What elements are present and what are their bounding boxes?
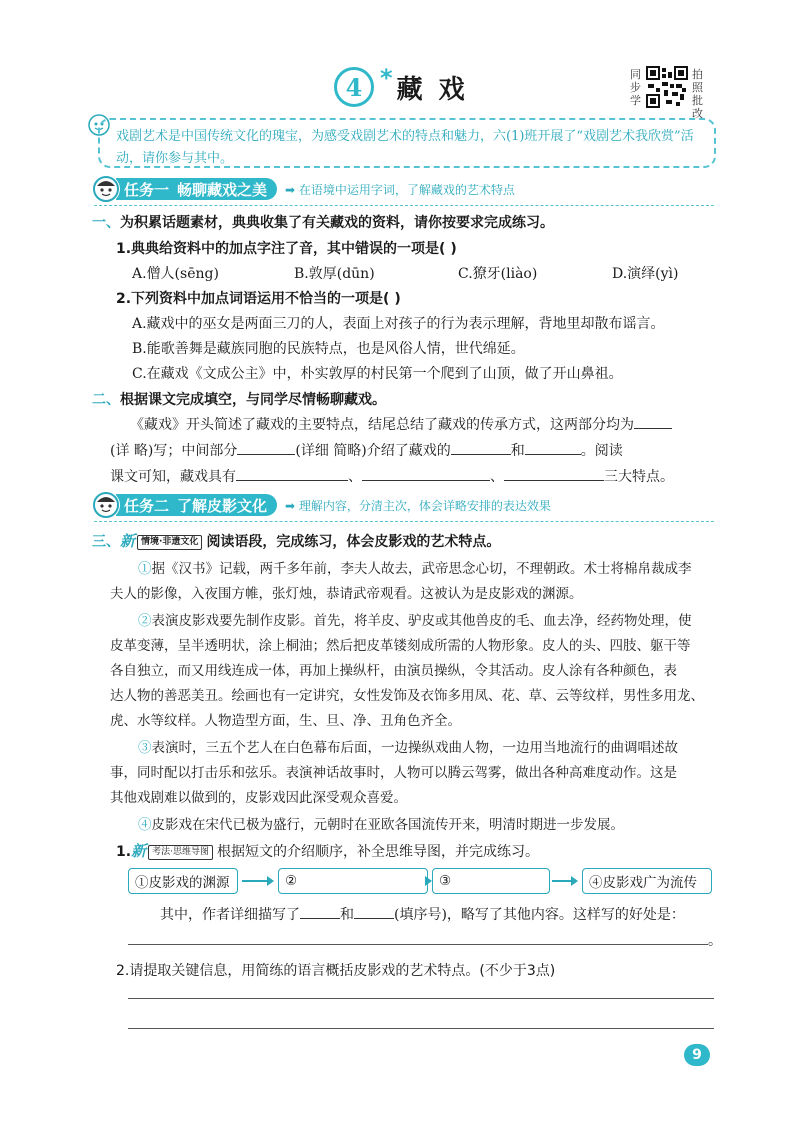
q3-para3-line2: 事，同时配以打击乐和弦乐。表演神话故事时，人物可以腾云驾雾，做出各种高难度动作。这是: [110, 765, 677, 781]
task2-pill: [116, 494, 277, 516]
q3-blank-1[interactable]: [300, 905, 340, 919]
q2-line3-sep-1: 、: [348, 469, 362, 485]
q3-sub1-number: 1.: [116, 844, 132, 860]
q2-line2-text-c: 和: [510, 443, 525, 459]
q3-heading: [92, 530, 500, 551]
task1-name: 畅聊藏戏之美: [177, 180, 268, 199]
mindmap-node-1: ①皮影戏的渊源: [128, 868, 238, 894]
answer-line-2[interactable]: [128, 998, 714, 999]
q2-blank-5[interactable]: [236, 467, 348, 481]
task2-name: 了解皮影文化: [177, 496, 268, 515]
q3-number: 三、: [92, 534, 120, 550]
lesson-number-badge: 4: [334, 67, 374, 107]
q2-blank-4[interactable]: [525, 441, 581, 455]
q2-line2-text-d: 。阅读: [580, 443, 623, 459]
optional-star: *: [380, 64, 393, 92]
q1-sub2-option-c[interactable]: C.在藏戏《文成公主》中，朴实敦厚的村民第一个爬到了山顶，做了开山鼻祖。: [132, 366, 623, 382]
q1-sub2-option-b[interactable]: B.能歌善舞是藏族同胞的民族特点，也是风俗人情，世代绵延。: [132, 341, 525, 357]
answer-line-1[interactable]: [128, 944, 708, 945]
q2-line1: [130, 414, 672, 434]
student-avatar-icon: [92, 491, 120, 519]
mindmap-node-2[interactable]: ②: [278, 868, 428, 894]
q3-para3-line3: 其他戏剧难以做到的，皮影戏因此深受观众喜爱。: [110, 790, 407, 806]
q1-heading: [92, 212, 554, 232]
q2-line2-text-b: (详细 简略)介绍了藏戏的: [295, 443, 451, 459]
q3-para1-line2: 夫人的影像，入夜围方帷，张灯烛，恭请武帝观看。这被认为是皮影戏的渊源。: [110, 586, 583, 602]
qr-code-icon[interactable]: [646, 66, 688, 108]
task2-label: 任务二: [124, 496, 170, 515]
task2-banner: [92, 492, 551, 518]
page-number: 9: [684, 1044, 710, 1066]
q1-option-d[interactable]: D.演绎(yì): [612, 266, 679, 282]
q3-sub1: [116, 840, 539, 861]
para2-text-1: 表演皮影戏要先制作皮影。首先，将羊皮、驴皮或其他兽皮的毛、血去净，经药物处理，使: [151, 613, 692, 629]
task1-pill: [116, 178, 277, 200]
q3-sub1-tag: 考法·思维导图: [148, 845, 213, 860]
q3-sub1-fill-a: 其中，作者详细描写了: [160, 907, 300, 923]
q2-line3-text-a: 课文可知，藏戏具有: [110, 469, 236, 485]
para2-number: ②: [138, 613, 152, 629]
q1-option-c[interactable]: C.獠牙(liào): [458, 266, 538, 282]
para3-number: ③: [138, 740, 152, 756]
q3-sub1-text: 根据短文的介绍顺序，补全思维导图，并完成练习。: [216, 844, 539, 860]
q3-para2-line5: 虎、水等纹样。人物造型方面，生、旦、净、丑角色齐全。: [110, 713, 461, 729]
q3-sub1-fill-b: 和: [340, 907, 354, 923]
q2-blank-2[interactable]: [237, 441, 295, 455]
q3-para1-line1: [138, 557, 692, 577]
q3-para2-line2: 皮革变薄，呈半透明状，涂上桐油；然后把皮革镂刻成所需的人物形象。皮人的头、四肢、躯干等: [110, 638, 691, 654]
task1-label: 任务一: [124, 180, 170, 199]
q3-blank-2[interactable]: [354, 905, 394, 919]
q1-sub2-option-a[interactable]: A.藏戏中的巫女是两面三刀的人，表面上对孩子的行为表示理解，背地里却散布谣言。: [132, 316, 665, 332]
para4-text: 皮影戏在宋代已极为盛行，元朝时在亚欧各国流传开来，明清时期进一步发展。: [151, 817, 624, 833]
q2-text: 根据课文完成填空，与同学尽情畅聊藏戏。: [120, 392, 386, 408]
para1-text-1: 据《汉书》记载，两千多年前，李夫人故去，武帝思念心切，不理朝政。术士将棉帛裁成李: [151, 561, 692, 577]
student-avatar-icon: [92, 175, 120, 203]
lesson-heading: [334, 62, 481, 112]
q1-text: 为积累话题素材，典典收集了有关藏戏的资料，请你按要求完成练习。: [120, 215, 554, 231]
para4-number: ④: [138, 817, 152, 833]
para1-number: ①: [138, 561, 152, 577]
q3-sub2: 2.请提取关键信息，用简练的语言概括皮影戏的艺术特点。(不少于3点): [116, 963, 556, 979]
q2-line3-sep-2: 、: [490, 469, 504, 485]
q2-line3-text-d: 三大特点。: [604, 469, 674, 485]
q3-para4-line1: [138, 813, 624, 833]
q1-option-a[interactable]: A.僧人(sēng): [132, 266, 219, 282]
q2-line2: [110, 440, 623, 460]
q2-heading: [92, 389, 386, 409]
task1-goal: ➡ 在语境中运用字词，了解藏戏的艺术特点: [285, 182, 515, 197]
task1-banner: [92, 176, 515, 202]
task2-goal: ➡ 理解内容，分清主次，体会详略安排的表达效果: [285, 498, 551, 513]
qr-label-left: 同步学: [630, 68, 641, 107]
para3-text-1: 表演时，三五个艺人在白色幕布后面，一边操纵戏曲人物，一边用当地流行的曲调唱述故: [151, 740, 678, 756]
q3-sub1-fill-c: (填序号)，略写了其他内容。这样写的好处是：: [394, 907, 685, 923]
lesson-title: 藏戏: [396, 74, 481, 105]
answer-line-3[interactable]: [128, 1028, 714, 1029]
q2-blank-3[interactable]: [451, 441, 511, 455]
mindmap-node-3[interactable]: ③: [432, 868, 550, 894]
q3-para2-line3: 各自独立，而又用线连成一体，再加上操纵杆，由演员操纵，令其活动。皮人涂有各种颜色，表: [110, 663, 677, 679]
intro-box: 戏剧艺术是中国传统文化的瑰宝，为感受戏剧艺术的特点和魅力，六(1)班开展了“戏剧艺术我欣赏”活动，请你参与其中。: [98, 118, 716, 168]
q3-sub1-fill: [160, 904, 685, 924]
q2-line1-text: 《藏戏》开头简述了藏戏的主要特点，结尾总结了藏戏的传承方式，这两部分均为: [130, 417, 634, 433]
q2-blank-1[interactable]: [634, 415, 672, 429]
q3-text: 阅读语段，完成练习，体会皮影戏的艺术特点。: [206, 534, 501, 550]
q2-blank-6[interactable]: [362, 467, 490, 481]
q3-para2-line4: 达人物的善恶美丑。绘画也有一定讲究，女性发饰及衣饰多用凤、花、草、云等纹样，男性多用龙、: [110, 688, 704, 704]
q3-context-tag: 情境·非遗文化: [137, 535, 202, 550]
q1-option-b[interactable]: B.敦厚(dūn): [294, 266, 375, 282]
q2-blank-7[interactable]: [504, 467, 604, 481]
q2-line3: [110, 466, 674, 486]
q1-sub2: 2.下列资料中加点词语运用不恰当的一项是( ): [116, 291, 401, 307]
new-tag-icon: 新: [131, 842, 147, 860]
q1-number: 一、: [92, 215, 120, 231]
qr-label-right: 拍照批改: [692, 68, 703, 120]
mindmap-arrow-3: [552, 880, 576, 882]
task2-divider: [94, 521, 714, 522]
mindmap-arrow-1: [242, 880, 272, 882]
task1-divider: [94, 205, 714, 206]
q1-sub1: 1.典典给资料中的加点字注了音，其中错误的一项是( ): [116, 241, 457, 257]
q2-number: 二、: [92, 392, 120, 408]
mindmap-node-4: ④皮影戏广为流传: [582, 868, 712, 894]
q2-line2-text-a: (详 略)写；中间部分: [110, 443, 238, 459]
answer-line-1-end: 。: [708, 933, 722, 949]
q3-para2-line1: [138, 609, 692, 629]
new-tag-icon: 新: [120, 532, 136, 550]
q3-para3-line1: [138, 736, 678, 756]
